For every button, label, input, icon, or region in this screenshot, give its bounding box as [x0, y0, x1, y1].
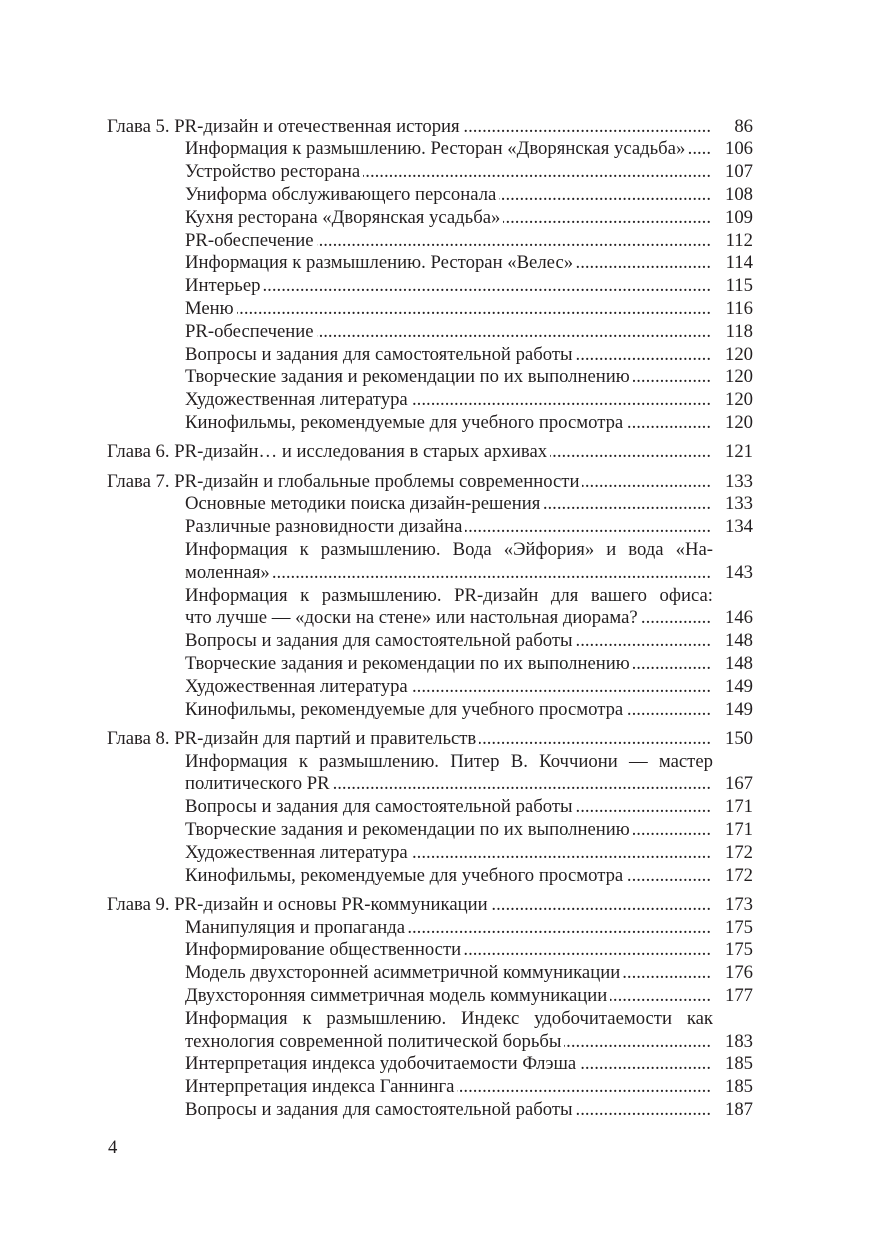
dot-leader — [499, 184, 711, 207]
dot-leader — [626, 412, 711, 435]
dot-leader — [457, 1076, 711, 1099]
chapter-entries — [185, 493, 753, 721]
entry-title: Информация к размышлению. Ресторан «Велес» — [185, 252, 574, 274]
chapter-title: Глава 9. PR-дизайн и основы PR-коммуникации — [107, 893, 488, 915]
entry-title: Модель двухсторонней асимметричной коммуникации — [185, 962, 621, 984]
chapter-title: Глава 5. PR-дизайн и отечественная история — [107, 115, 460, 137]
toc-entry — [185, 865, 753, 888]
page-number: 120 — [724, 389, 753, 411]
toc-entry — [185, 917, 753, 940]
entry-title: Кинофильмы, рекомендуемые для учебного просмотра — [185, 698, 624, 720]
entry-title: Различные разновидности дизайна — [185, 516, 463, 538]
dot-leader — [411, 676, 711, 699]
dot-leader — [579, 1053, 711, 1076]
toc-entry — [185, 366, 753, 389]
toc-chapter — [107, 116, 753, 435]
entry-title: Вопросы и задания для самостоятельной работы — [185, 796, 573, 818]
chapter-heading-row — [107, 441, 753, 464]
dot-leader — [333, 773, 711, 796]
toc-entry — [185, 298, 753, 321]
page-number: 172 — [724, 841, 753, 863]
table-of-contents — [107, 116, 753, 1122]
dot-leader — [626, 865, 711, 888]
dot-leader — [633, 653, 711, 676]
entry-title: Творческие задания и рекомендации по их выполнению — [185, 819, 630, 840]
page-number: 107 — [724, 161, 753, 183]
toc-entry — [185, 842, 753, 865]
chapter-heading-row — [107, 894, 753, 917]
page-number: 118 — [725, 320, 753, 342]
entry-title: Вопросы и задания для самостоятельной работы — [185, 630, 573, 652]
page-number: 167 — [724, 773, 753, 795]
page-number: 148 — [724, 652, 753, 674]
dot-leader — [408, 917, 711, 940]
page-number: 187 — [724, 1099, 753, 1121]
chapter-heading-row — [107, 728, 753, 751]
chapter-entries — [185, 138, 753, 434]
toc-entry — [185, 676, 753, 699]
entry-title: Двухсторонняя симметричная модель коммуникации — [185, 985, 608, 1007]
dot-leader — [641, 607, 711, 630]
dot-leader — [688, 138, 711, 161]
dot-leader — [237, 298, 711, 321]
entry-title: Интерьер — [185, 275, 261, 297]
page-number: 115 — [725, 275, 753, 297]
dot-leader — [550, 441, 711, 464]
toc-entry — [185, 1099, 753, 1122]
entry-title: Интерпретация индекса Ганнинга — [185, 1076, 455, 1098]
page-number: 133 — [724, 470, 753, 492]
toc-entry-multiline — [185, 751, 753, 797]
entry-title-line: Информация к размышлению. Питер В. Коччиони — мастер — [185, 750, 713, 772]
toc-entry-multiline — [185, 585, 753, 631]
page-number: 106 — [724, 138, 753, 160]
page-number: 134 — [724, 516, 753, 538]
page-number: 171 — [724, 796, 753, 818]
page-number: 177 — [724, 985, 753, 1007]
chapter-title: Глава 6. PR-дизайн… и исследования в старых архивах — [107, 441, 548, 463]
toc-entry — [185, 275, 753, 298]
entry-title: Информация к размышлению. Ресторан «Дворянская усадьба» — [185, 138, 686, 160]
page-number: 109 — [724, 206, 753, 228]
dot-leader — [317, 321, 711, 344]
toc-entry-multiline — [185, 539, 753, 585]
entry-title-line: технология современной политической борьбы — [185, 1030, 562, 1052]
dot-leader — [263, 275, 711, 298]
page-number: 120 — [724, 366, 753, 388]
toc-chapter — [107, 441, 753, 464]
toc-entry — [185, 1076, 753, 1099]
dot-leader — [465, 516, 711, 539]
dot-leader — [610, 985, 711, 1008]
dot-leader — [576, 796, 711, 819]
dot-leader — [464, 939, 711, 962]
entry-title: Вопросы и задания для самостоятельной работы — [185, 343, 573, 365]
entry-title-line: что лучше — «доски на стене» или настольная диорама? — [185, 607, 638, 629]
dot-leader — [543, 493, 711, 516]
dot-leader — [411, 389, 711, 412]
dot-leader — [479, 728, 711, 751]
toc-entry — [185, 207, 753, 230]
toc-entry — [185, 412, 753, 435]
toc-entry — [185, 161, 753, 184]
entry-title: Меню — [185, 297, 234, 319]
page-number: 149 — [724, 675, 753, 697]
toc-entry-multiline — [185, 1008, 753, 1054]
entry-title: Устройство ресторана — [185, 161, 361, 183]
chapter-heading-row — [107, 116, 753, 139]
dot-leader — [576, 630, 711, 653]
entry-title: Художественная литература — [185, 841, 408, 863]
dot-leader — [576, 1099, 711, 1122]
dot-leader — [576, 252, 711, 275]
entry-title: Кинофильмы, рекомендуемые для учебного просмотра — [185, 864, 624, 886]
toc-entry — [185, 321, 753, 344]
entry-title: PR-обеспечение — [185, 320, 314, 342]
chapter-entries — [185, 751, 753, 888]
toc-chapter — [107, 728, 753, 888]
dot-leader — [503, 207, 711, 230]
toc-entry — [185, 630, 753, 653]
page-number: 175 — [724, 939, 753, 961]
entry-title: Художественная литература — [185, 675, 408, 697]
page-number: 175 — [724, 916, 753, 938]
dot-leader — [576, 344, 711, 367]
entry-title-line: Информация к размышлению. Вода «Эйфория» и вода «На- — [185, 538, 713, 560]
toc-entry — [185, 796, 753, 819]
toc-entry — [185, 653, 753, 676]
toc-entry — [185, 493, 753, 516]
entry-title: Художественная литература — [185, 389, 408, 411]
page-number: 149 — [724, 698, 753, 720]
page-number: 183 — [724, 1030, 753, 1052]
entry-title-line: Информация к размышлению. PR-дизайн для вашего офиса: — [185, 584, 713, 606]
toc-entry — [185, 389, 753, 412]
dot-leader — [491, 894, 711, 917]
dot-leader — [564, 1031, 711, 1054]
entry-title: Творческие задания и рекомендации по их выполнению — [185, 366, 630, 388]
page-number: 146 — [724, 607, 753, 629]
chapter-heading-row — [107, 471, 753, 494]
entry-title: Униформа обслуживающего персонала — [185, 183, 497, 205]
page-number: 173 — [724, 893, 753, 915]
toc-chapter — [107, 894, 753, 1122]
page-number: 120 — [724, 343, 753, 365]
toc-entry — [185, 184, 753, 207]
toc-entry — [185, 516, 753, 539]
page-folio: 4 — [108, 1136, 118, 1158]
dot-leader — [273, 562, 711, 585]
entry-title: Основные методики поиска дизайн-решения — [185, 493, 541, 515]
dot-leader — [633, 819, 711, 842]
toc-entry — [185, 252, 753, 275]
page-number: 185 — [724, 1076, 753, 1098]
toc-entry — [185, 699, 753, 722]
toc-entry — [185, 939, 753, 962]
toc-entry — [185, 985, 753, 1008]
page-number: 148 — [724, 630, 753, 652]
chapter-entries — [185, 917, 753, 1122]
page-number: 121 — [724, 441, 753, 463]
toc-chapter — [107, 471, 753, 722]
page-number: 86 — [734, 115, 753, 137]
toc-entry — [185, 138, 753, 161]
dot-leader — [626, 699, 711, 722]
entry-title: PR-обеспечение — [185, 229, 314, 251]
dot-leader — [463, 116, 711, 139]
dot-leader — [582, 471, 711, 494]
entry-title-line: Информация к размышлению. Индекс удобочитаемости как — [185, 1007, 713, 1029]
toc-entry — [185, 962, 753, 985]
entry-title: Вопросы и задания для самостоятельной работы — [185, 1099, 573, 1121]
dot-leader — [363, 161, 711, 184]
dot-leader — [317, 230, 711, 253]
dot-leader — [623, 962, 711, 985]
page-number: 143 — [724, 561, 753, 583]
entry-title: Информирование общественности — [185, 939, 462, 961]
page-number: 120 — [724, 411, 753, 433]
page-number: 114 — [725, 252, 753, 274]
page-number: 150 — [724, 727, 753, 749]
chapter-title: Глава 8. PR-дизайн для партий и правительств — [107, 727, 477, 749]
chapter-title: Глава 7. PR-дизайн и глобальные проблемы современности — [107, 470, 580, 492]
entry-title-line: моленная» — [185, 561, 270, 583]
entry-title: Манипуляция и пропаганда — [185, 916, 406, 938]
page-number: 116 — [725, 297, 753, 319]
toc-entry — [185, 819, 753, 842]
page-number: 112 — [725, 229, 753, 251]
page-number: 172 — [724, 864, 753, 886]
entry-title: Кухня ресторана «Дворянская усадьба» — [185, 206, 501, 228]
entry-title: Кинофильмы, рекомендуемые для учебного просмотра — [185, 411, 624, 433]
page-number: 176 — [724, 962, 753, 984]
entry-title-line: политического PR — [185, 773, 330, 795]
page-number: 171 — [724, 819, 753, 840]
page-number: 185 — [724, 1053, 753, 1075]
toc-entry — [185, 230, 753, 253]
toc-entry — [185, 344, 753, 367]
dot-leader — [411, 842, 711, 865]
toc-entry — [185, 1053, 753, 1076]
entry-title: Творческие задания и рекомендации по их выполнению — [185, 652, 630, 674]
page-number: 133 — [724, 493, 753, 515]
page-number: 108 — [724, 183, 753, 205]
entry-title: Интерпретация индекса удобочитаемости Флэша — [185, 1053, 577, 1075]
dot-leader — [633, 366, 711, 389]
